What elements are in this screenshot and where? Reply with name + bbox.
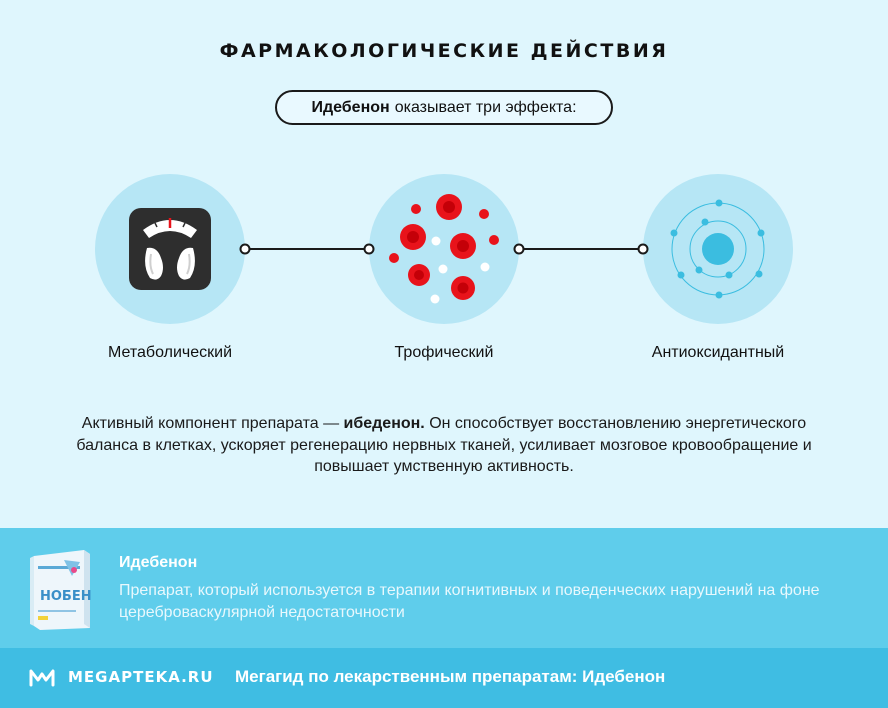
drug-box-brand: НОБЕН bbox=[40, 589, 92, 604]
footer-title: Мегагид по лекарственным препаратам: Идебенон bbox=[235, 667, 666, 686]
drug-name: Идебенон bbox=[119, 554, 198, 571]
blood-cells-icon bbox=[369, 174, 519, 324]
metabolic-circle bbox=[95, 174, 245, 324]
connector-2 bbox=[513, 243, 649, 255]
logo-icon[interactable] bbox=[28, 666, 56, 688]
drug-description: Препарат, который используется в терапии когнитивных и поведенческих нарушений на фоне цереброваскулярной недостаточности bbox=[119, 582, 820, 621]
trophic-circle bbox=[369, 174, 519, 324]
description-bold: ибеденон. bbox=[343, 415, 425, 432]
drug-package-image bbox=[24, 548, 94, 637]
scale-icon bbox=[95, 174, 245, 324]
page-title: ФАРМАКОЛОГИЧЕСКИЕ ДЕЙСТВИЯ bbox=[219, 40, 669, 62]
effect-label-trophic: Трофический bbox=[394, 344, 494, 361]
intro-pill bbox=[275, 90, 613, 125]
drug-info-band bbox=[0, 528, 888, 648]
intro-drug-name: Идебенон bbox=[311, 98, 390, 116]
description-part1: Активный компонент препарата — bbox=[81, 415, 344, 432]
connector-1 bbox=[239, 243, 375, 255]
atom-icon bbox=[643, 174, 793, 324]
description-part2: Он способствует восстановлению энергетического баланса в клетках, ускоряет регенерацию нервных тканей, усиливает мозговое кровообращение и повышает умственную активность. bbox=[76, 415, 812, 475]
effect-label-antioxidant: Антиоксидантный bbox=[651, 344, 785, 361]
description-text bbox=[60, 413, 828, 478]
effect-label-metabolic: Метаболический bbox=[107, 344, 232, 361]
antioxidant-circle bbox=[643, 174, 793, 324]
logo-text[interactable]: MEGAPTEKA.RU bbox=[68, 668, 214, 686]
intro-text: оказывает три эффекта: bbox=[394, 98, 577, 116]
footer bbox=[0, 648, 888, 708]
